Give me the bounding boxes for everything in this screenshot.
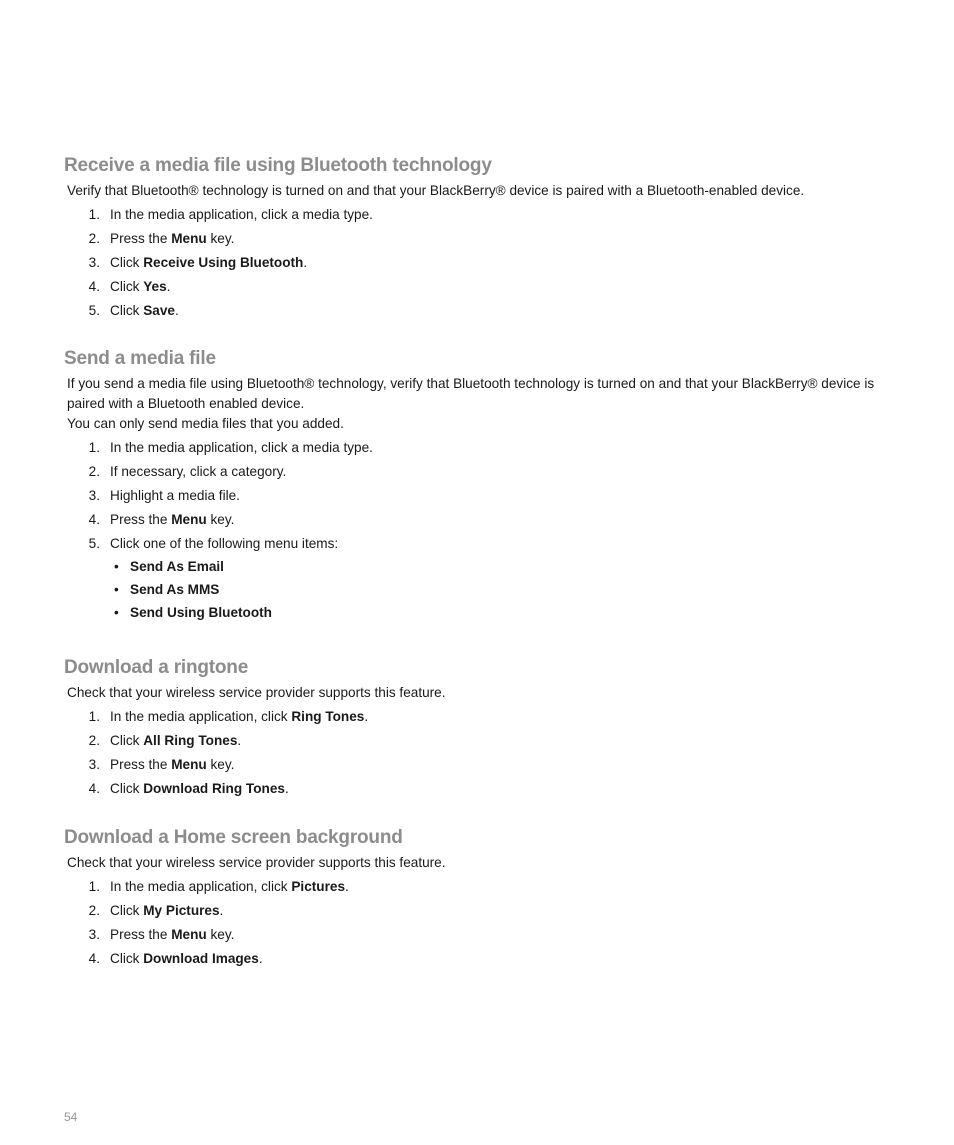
- section-send-media: [64, 347, 894, 623]
- step-item: 2. If necessary, click a category.: [88, 464, 287, 479]
- step-item: 4. Click Yes.: [88, 279, 171, 294]
- bullet-item: • Send As MMS: [114, 582, 220, 597]
- section-intro-note: You can only send media files that you added.: [67, 416, 344, 431]
- step-item: 3. Press the Menu key.: [88, 757, 235, 772]
- section-intro: If you send a media file using Bluetooth® technology, verify that Bluetooth technology is turned on and that your BlackBerry® device is paired with a Bluetooth enabled device.: [67, 376, 875, 411]
- step-item: 2. Click My Pictures.: [88, 903, 224, 918]
- section-heading: Receive a media file using Bluetooth technology: [64, 155, 492, 176]
- steps-list: [64, 877, 894, 969]
- step-item: 3. Click Receive Using Bluetooth.: [88, 255, 308, 270]
- bullet-item: • Send As Email: [114, 559, 224, 574]
- steps-list: [64, 205, 894, 321]
- steps-list: [64, 438, 894, 554]
- step-item: 5. Click Save.: [88, 303, 179, 318]
- steps-list: [64, 707, 894, 799]
- section-receive-bluetooth: [64, 154, 894, 321]
- step-item: 1. In the media application, click Ring Tones.: [88, 709, 369, 724]
- step-item: 3. Highlight a media file.: [88, 488, 240, 503]
- step-item: 1. In the media application, click a media type.: [88, 440, 373, 455]
- section-heading: Download a Home screen background: [64, 827, 403, 848]
- section-intro: Check that your wireless service provider supports this feature.: [67, 685, 446, 700]
- section-intro: Verify that Bluetooth® technology is turned on and that your BlackBerry® device is paired with a Bluetooth-enabled device.: [67, 183, 805, 198]
- section-intro: Check that your wireless service provider supports this feature.: [67, 855, 446, 870]
- step-item: 4. Click Download Images.: [88, 951, 263, 966]
- step-item: 1. In the media application, click a media type.: [88, 207, 373, 222]
- section-heading: Download a ringtone: [64, 657, 249, 678]
- step-item: 2. Click All Ring Tones.: [88, 733, 242, 748]
- bullet-item: • Send Using Bluetooth: [114, 605, 272, 620]
- section-heading: Send a media file: [64, 348, 216, 369]
- section-download-background: [64, 826, 894, 969]
- step-item: 4. Click Download Ring Tones.: [88, 781, 289, 796]
- page-number: 54: [64, 1110, 78, 1124]
- step-item: 2. Press the Menu key.: [88, 231, 235, 246]
- menu-items-list: [64, 557, 894, 623]
- section-download-ringtone: [64, 656, 894, 799]
- step-item: 4. Press the Menu key.: [88, 512, 235, 527]
- step-item: 1. In the media application, click Pictures.: [88, 879, 349, 894]
- step-item: 5. Click one of the following menu items:: [88, 536, 339, 551]
- step-item: 3. Press the Menu key.: [88, 927, 235, 942]
